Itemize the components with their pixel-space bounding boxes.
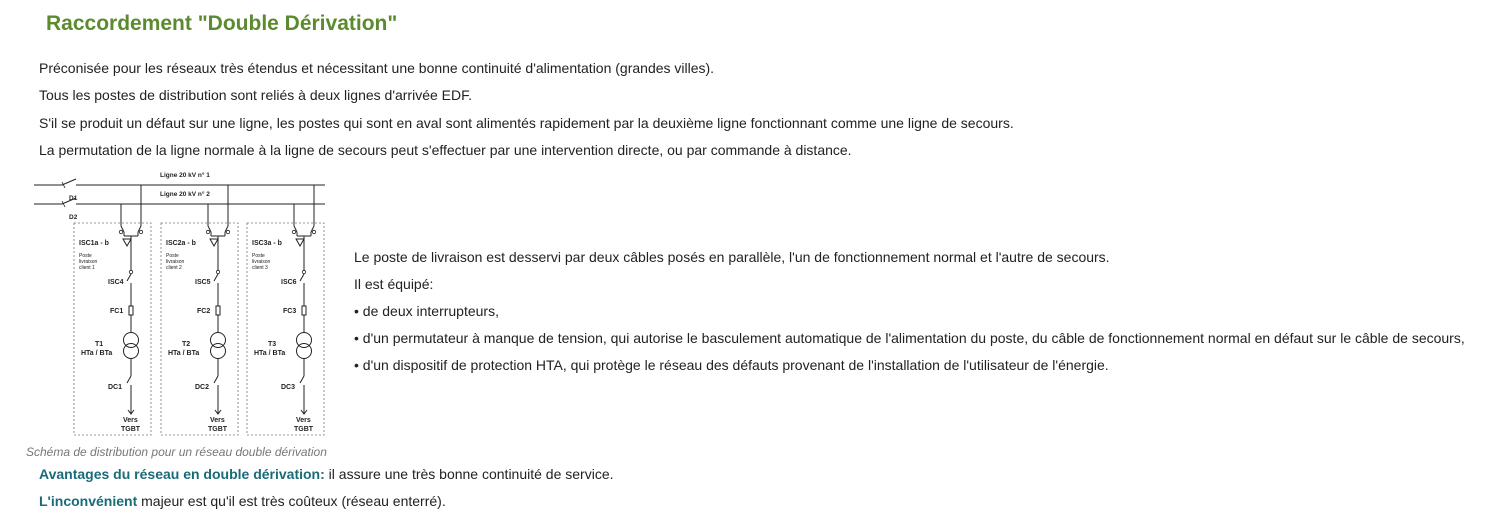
d2-label: D2: [69, 214, 78, 221]
distribution-diagram: [34, 166, 326, 438]
intro-line-3: S'il se produit un défaut sur une ligne, les postes qui sont en aval sont alimentés rapidement par la deuxième ligne fonctionnant comme une ligne de secours.: [39, 114, 1014, 131]
station-3-hta: HTa / BTa: [254, 350, 286, 357]
station-3-dc: DC3: [281, 384, 296, 391]
station-1-tgbt: TGBT: [121, 426, 141, 433]
station-1-isc: ISC4: [108, 279, 124, 286]
line2-label: Ligne 20 kV n° 2: [160, 191, 210, 198]
station-1-hta: HTa / BTa: [81, 350, 113, 357]
station-2-t: T2: [182, 341, 191, 348]
station-2: [161, 185, 238, 435]
station-3: [247, 185, 324, 435]
intro-line-1: Préconisée pour les réseaux très étendus et nécessitant une bonne continuité d'alimentation (grandes villes).: [39, 60, 715, 76]
intro-paragraphs: [39, 59, 1014, 168]
station-3-poste: Poste: [252, 253, 265, 259]
station-2-isc: ISC5: [195, 279, 211, 286]
page-title: Raccordement "Double Dérivation": [46, 12, 398, 35]
drawback-label: L'inconvénient: [39, 493, 138, 509]
station-3-tgbt: TGBT: [294, 426, 314, 433]
station-1-t: T1: [95, 341, 104, 348]
station-1: [74, 185, 151, 435]
description-line-3: • de deux interrupteurs,: [354, 303, 499, 319]
station-2-dc: DC2: [195, 384, 210, 391]
station-2-vers: Vers: [210, 417, 225, 424]
station-1-fc: FC1: [110, 308, 124, 315]
station-1-livraison: livraison: [79, 259, 98, 265]
advantages-text: il assure une très bonne continuité de service.: [324, 466, 614, 482]
advantages-line: [39, 465, 614, 492]
line1-label: Ligne 20 kV n° 1: [160, 172, 210, 179]
station-1-isc-ab: ISC1a - b: [79, 240, 109, 247]
station-2-isc-ab: ISC2a - b: [166, 240, 196, 247]
intro-line-2: Tous les postes de distribution sont reliés à deux lignes d'arrivée EDF.: [39, 87, 473, 104]
station-3-isc: ISC6: [281, 279, 297, 286]
station-2-fc: FC2: [197, 308, 211, 315]
station-3-client: client 3: [252, 265, 268, 271]
drawback-text: majeur est qu'il est très coûteux (réseau enterré).: [137, 493, 446, 509]
station-3-vers: Vers: [296, 417, 311, 424]
station-1-vers: Vers: [123, 417, 138, 424]
drawback-line: [39, 492, 614, 519]
intro-line-4: La permutation de la ligne normale à la ligne de secours peut s'effectuer par une intervention directe, ou par commande à distance.: [39, 141, 852, 158]
description-line-5: • d'un dispositif de protection HTA, qui protège le réseau des défauts provenant de l'installation de l'utilisateur de l'énergie.: [354, 357, 1109, 373]
diagram-caption: Schéma de distribution pour un réseau double dérivation: [26, 445, 327, 459]
station-1-dc: DC1: [108, 384, 123, 391]
station-2-livraison: livraison: [166, 259, 185, 265]
pros-cons: [39, 465, 614, 519]
station-1-poste: Poste: [79, 253, 92, 259]
station-description: [354, 248, 1465, 383]
description-line-4: • d'un permutateur à manque de tension, qui autorise le basculement automatique de l'alimentation du poste, du câble de fonctionnement normal en défaut sur le câble de secours,: [354, 330, 1465, 346]
description-line-1: Le poste de livraison est desservi par deux câbles posés en parallèle, l'un de fonctionnement normal et l'autre de secours.: [354, 249, 1110, 265]
advantages-label: Avantages du réseau en double dérivation:: [39, 466, 325, 482]
station-2-poste: Poste: [166, 253, 179, 259]
station-3-t: T3: [268, 341, 277, 348]
station-1-client: client 1: [79, 265, 95, 271]
station-2-client: client 2: [166, 265, 182, 271]
station-2-tgbt: TGBT: [208, 426, 228, 433]
d1-label: D1: [69, 195, 78, 202]
description-line-2: Il est équipé:: [354, 276, 434, 292]
station-3-livraison: livraison: [252, 259, 271, 265]
station-2-hta: HTa / BTa: [168, 350, 200, 357]
station-3-fc: FC3: [283, 308, 297, 315]
station-3-isc-ab: ISC3a - b: [252, 240, 282, 247]
